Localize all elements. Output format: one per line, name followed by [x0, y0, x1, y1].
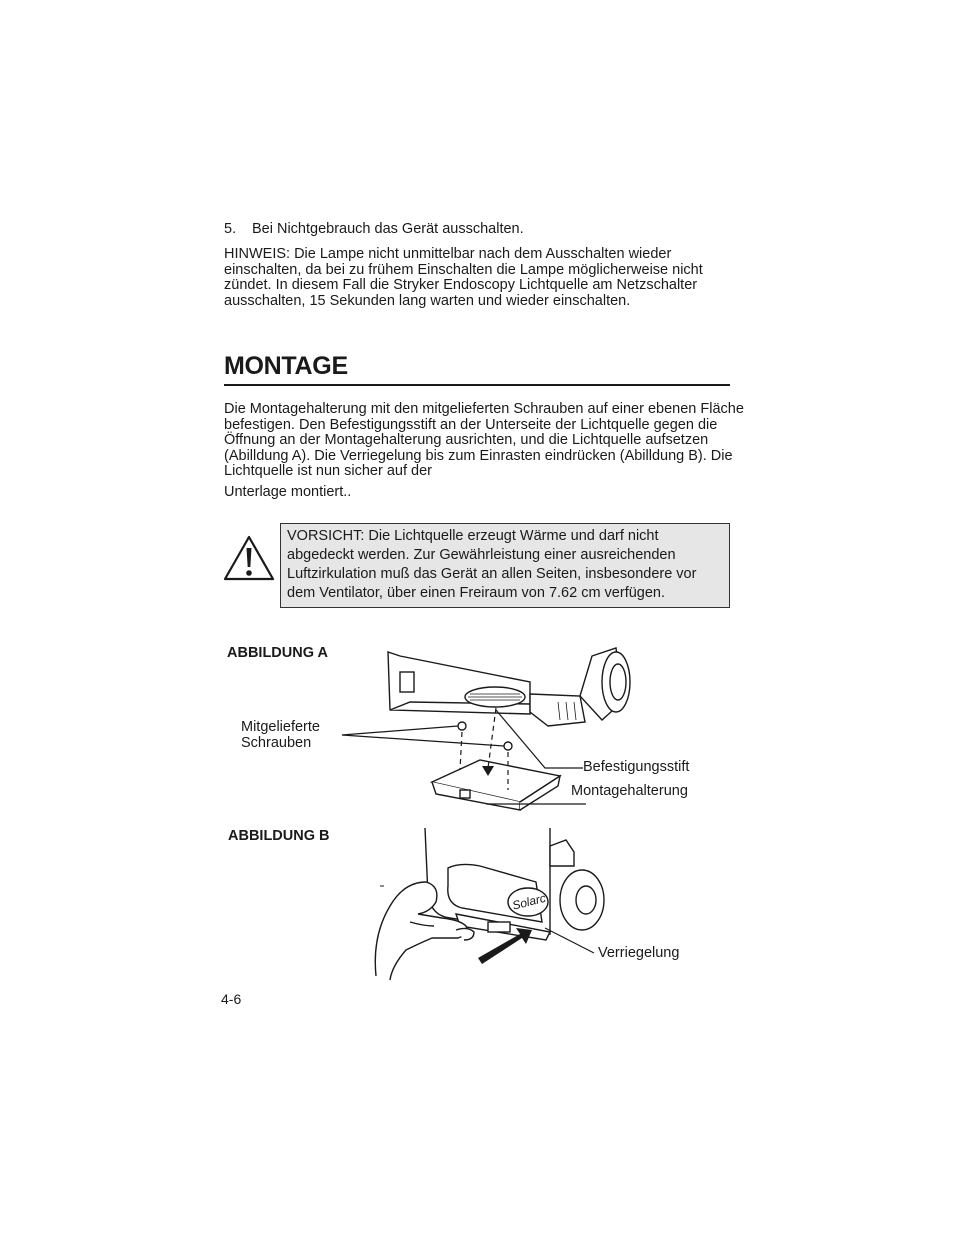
step-text: Bei Nichtgebrauch das Gerät ausschalten. [252, 221, 524, 237]
page-number: 4-6 [221, 991, 242, 1007]
label-screws: Mitgelieferte Schrauben [241, 719, 320, 751]
brand-logo: Solarc [510, 890, 548, 913]
figure-a-caption: ABBILDUNG A [227, 645, 328, 661]
step-number: 5. [224, 221, 237, 237]
section-body-last-line: Unterlage montiert.. [224, 484, 352, 500]
label-bracket: Montagehalterung [571, 783, 688, 799]
note-paragraph: HINWEIS: Die Lampe nicht unmittelbar nach dem Ausschalten wieder einschalten, da bei zu frühem Einschalten die Lampe möglicherweise nicht zündet. In diesem Fall die Stryker Endoscopy Lichtquelle am Netzschalter ausschalten, 15 Sekunden lang warten und wieder einschalten. [224, 246, 703, 309]
section-body: Die Montagehalterung mit den mitgelieferten Schrauben auf einer ebenen Fläche befestigen. Den Befestigungsstift an der Unterseite der Lichtquelle gegen die Öffnung an der Montagehalterung ausrichten, und die Lichtquelle aufsetzen (Abilldung A). Die Verriegelung bis zum Einrasten eindrücken (Abilldung B). Die Lichtquelle ist nun sicher auf der [224, 401, 744, 480]
label-latch: Verriegelung [598, 945, 680, 961]
label-pin: Befestigungsstift [583, 759, 690, 775]
figure-b-caption: ABBILDUNG B [228, 828, 330, 844]
caution-box: VORSICHT: Die Lichtquelle erzeugt Wärme und darf nicht abgedeckt werden. Zur Gewährleistung einer ausreichenden Luftzirkulation muß das Gerät an allen Seiten, insbesondere vor dem Ventilator, über einen Freiraum von 7.62 cm verfügen. [280, 523, 730, 608]
section-title: MONTAGE [224, 352, 348, 380]
